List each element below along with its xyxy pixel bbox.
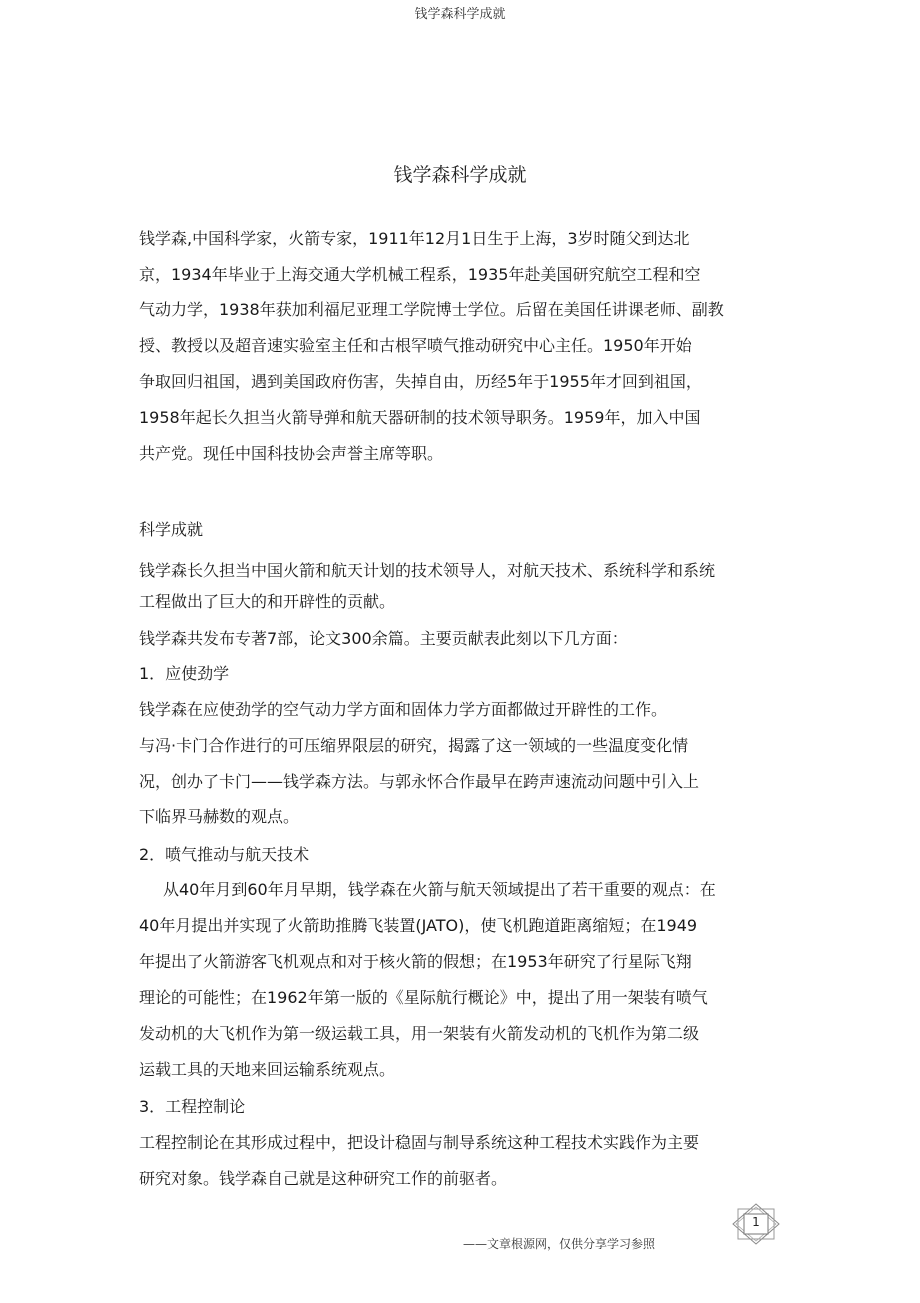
body-line: 从40年月到60年月早期，钱学森在火箭与航天领域提出了若干重要的观点：在 [163, 880, 716, 899]
body-line: 发动机的大飞机作为第一级运载工具，用一架装有火箭发动机的飞机作为第二级 [139, 1024, 700, 1043]
body-line: 工程做出了巨大的和开辟性的贡献。 [139, 592, 396, 611]
body-line: 下临界马赫数的观点。 [139, 807, 300, 826]
body-line: 与冯·卡门合作进行的可压缩界限层的研究，揭露了这一领域的一些温度变化情 [139, 736, 689, 755]
page-header: 钱学森科学成就 [414, 7, 506, 22]
footer-source-note: ——文章根源网，仅供分享学习参照 [463, 1237, 656, 1251]
body-line: 1958年起长久担当火箭导弹和航天器研制的技术领导职务。1959年，加入中国 [139, 408, 701, 427]
body-line: 气动力学，1938年获加利福尼亚理工学院博士学位。后留在美国任讲课老师、副教 [139, 300, 724, 319]
body-line: 研究对象。钱学森自己就是这种研究工作的前驱者。 [139, 1169, 508, 1188]
body-line: 运载工具的天地来回运输系统观点。 [139, 1060, 396, 1079]
section-heading: 科学成就 [139, 520, 204, 539]
body-line: 40年月提出并实现了火箭助推腾飞装置(JATO)，使飞机跑道距离缩短；在1949 [139, 916, 698, 935]
body-line: 年提出了火箭游客飞机观点和对于核火箭的假想；在1953年研究了行星际飞翔 [139, 952, 692, 971]
body-line: 钱学森,中国科学家，火箭专家，1911年12月1日生于上海，3岁时随父到达北 [139, 229, 690, 248]
body-line: 工程控制论在其形成过程中，把设计稳固与制导系统这种工程技术实践作为主要 [139, 1133, 700, 1152]
body-line: 京，1934年毕业于上海交通大学机械工程系，1935年赴美国研究航空工程和空 [139, 265, 701, 284]
subsection-heading: 3．工程控制论 [139, 1097, 246, 1116]
document-title: 钱学森科学成就 [393, 164, 527, 186]
subsection-heading: 2．喷气推动与航天技术 [139, 845, 310, 864]
body-line: 钱学森在应使劲学的空气动力学方面和固体力学方面都做过开辟性的工作。 [139, 700, 668, 719]
body-line: 授、教授以及超音速实验室主任和古根罕喷气推动研究中心主任。1950年开始 [139, 336, 692, 355]
body-line: 理论的可能性；在1962年第一版的《星际航行概论》中，提出了用一架装有喷气 [139, 988, 708, 1007]
body-line: 钱学森长久担当中国火箭和航天计划的技术领导人，对航天技术、系统科学和系统 [139, 561, 716, 580]
body-line: 况，创办了卡门——钱学森方法。与郭永怀合作最早在跨声速流动问题中引入上 [139, 772, 700, 791]
subsection-heading: 1．应使劲学 [139, 664, 230, 683]
page-number: 1 [752, 1215, 760, 1229]
body-line: 共产党。现任中国科技协会声誉主席等职。 [139, 444, 444, 463]
body-line: 争取回归祖国，遇到美国政府伤害，失掉自由，历经5年于1955年才回到祖国， [139, 372, 702, 391]
body-line: 钱学森共发布专著7部，论文300余篇。主要贡献表此刻以下几方面： [139, 629, 628, 648]
